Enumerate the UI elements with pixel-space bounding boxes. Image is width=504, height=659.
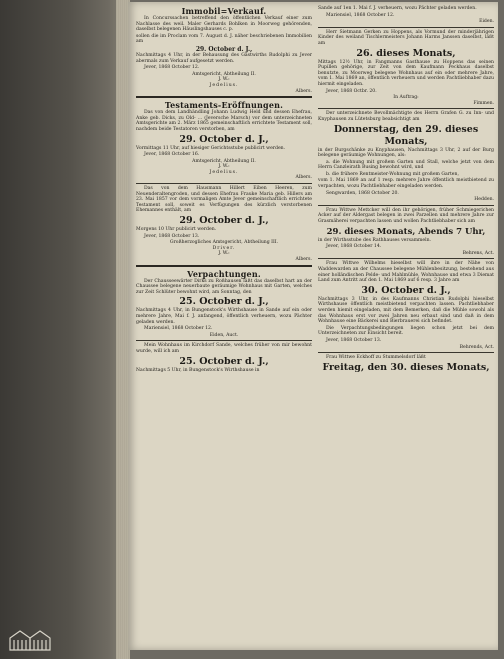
sande-body: Sande auf 1en 1. Mai f. J. verheuern, wozu Pächter geladen werden. <box>318 6 477 11</box>
cover-date: 26. dieses Monats, <box>356 47 456 59</box>
graf-item: b. die frühere Rentmeister-Wohnung mit großem Garten, <box>326 171 459 177</box>
immobil-court: Amtsgericht, Abtheilung II. <box>192 71 256 77</box>
testament-place: Jever, 1868 October 16. <box>144 152 200 158</box>
eckhoff-date: Freitag, den 30. dieses Monats, <box>322 361 490 373</box>
immobil-date: 29. October d. J., <box>195 45 253 53</box>
testament-sig: Jedelius. <box>209 169 239 175</box>
testament2-sig: J. W.: <box>218 251 230 257</box>
graf-item: a. die Wohnung mit großem Garten und Stall, welche jetzt von dem Herrn Canzleirath Busing bewohnt wird, und <box>318 159 494 171</box>
eckhoff-body: Frau Wittwe Eckhoff zu Stummelsdorf läßt <box>326 355 426 361</box>
immobil-sig: J. W.: <box>218 77 230 83</box>
witwe-body: in der Wirthsstube des Rathhauses versammeln. <box>318 237 432 243</box>
witwe-place: Jever, 1868 October 14. <box>326 244 382 250</box>
mein-body: Mein Wohnhaus im Kirchdorf Sande, welches früher von mir bewohnt wurde, will ich am <box>136 343 312 354</box>
sande-place: Mariensiel, 1868 October 12. <box>326 12 395 18</box>
divider <box>136 96 312 98</box>
witwe-auctioneer: Behrens, Act. <box>462 250 494 256</box>
testament2-auctioneer: Albers. <box>295 257 312 262</box>
graf-date: Donnerstag, den 29. dieses Monats, <box>333 123 479 147</box>
verpacht-body: Der Chausseewärter Dirks zu Roßhausen läßt das daselbst hart an der Chaussee belegene neuerbaute geräumige Wohnhaus mit Garten, welches zur Zeit Schlüter bewohnt wird, am Sonntag, den <box>136 278 312 295</box>
testament-title: Testaments-Eröffnungen. <box>164 100 284 111</box>
graf-body: in der Burgschänke zu Knyphausen, Nachmittags 3 Uhr, 2 auf der Burg belegene geräumige Wohnungen, als: <box>318 147 494 159</box>
divider <box>318 108 494 109</box>
divider <box>318 205 494 206</box>
immobil-body: sollen die im Proclam vom 7. August d. J. näher beschriebenen Immobilien am <box>136 33 312 45</box>
immobil-body: In Concurssachen betreffend den öffentlichen Verkauf einer zum Nachlasse des weil. Maler Gerhards Bohlken in Moorweg gehörenden, daselbst belegenen Häuslingshauses c. p. <box>136 16 312 33</box>
graf-place: Sengwarden, 1868 October 20. <box>326 190 399 196</box>
testament2-court: Großherzogliches Amtsgericht, Abtheilung III. <box>169 240 279 246</box>
divider <box>136 340 312 341</box>
cover-auctioneer: Fimmen. <box>473 100 494 106</box>
book-spine <box>0 0 128 659</box>
divider <box>136 183 312 184</box>
testament2-place: Jever, 1868 October 13. <box>144 233 200 239</box>
testament-court: Amtsgericht, Abtheilung II. <box>192 158 256 164</box>
testament-body: Vormittags 11 Uhr, auf hiesiger Gerichtsstube publicirt werden. <box>136 145 286 151</box>
library-logo-icon <box>8 628 52 652</box>
cover-body: Mittags 12½ Uhr, in Fangmanns Gasthause zu Hoppens das seinen Pupillen gehörige, zur Zeit von dem Kaufmann Peckhaus daselbst benutzte, zu Moorweg belegene Wohnhaus auf ein oder mehrere Jahre, vom 1. Mai 1869 an, öffentlich verheuern und werden Pachtliebhaber dazu hiermit eingeladen. <box>318 59 494 87</box>
rein-date: 30. October d. J., <box>361 284 451 296</box>
mein-body: Nachmittags 5 Uhr, in Bungenstock's Wirthshause in <box>136 367 260 373</box>
testament2-body: Morgens 10 Uhr publicirt werden. <box>136 227 217 233</box>
testament-body: Das von dem Landhändling Johann Ludwig Held und dessen Ehefrau, Anke geb. Dicks, zu Old- ... (Jeversche Marsch) vor dem unterzeichneten Amtsgerichte am 2. März 1865 gemeinschaftlich errichtete Testament soll, nachdem beide Testatoren verstorben, am <box>136 110 312 132</box>
cover-auftrag: In Auftrag: <box>393 95 419 101</box>
right-column <box>318 6 494 374</box>
verpachtungen-title: Verpachtungen. <box>187 268 261 279</box>
divider <box>136 265 312 267</box>
mein-date: 25. October d. J., <box>179 355 269 367</box>
witwe-body: Frau Wittwe Mettcker will den ihr gehörigen, früher Schmiegerichen Acker auf der Aldergast belegen in zwei Parzellen und mehrere Jahre zur Grasmäherei verpachten lassen und wollen Pachtliebhaber sich am <box>318 207 494 225</box>
immobil-title: Immobil=Verkauf. <box>181 6 267 16</box>
rein-body: Frau Wittwe Wilhelms hieselbst will ihre in der Nähe von Waddewarden an der Chaussee belegene Mühlenbesitzung, bestehend aus einer holländischen Pelde- und Mahlmühle, Wohnhause und etwa 3 Diemat Land zum Antritt auf den 1. Mai 1869 auf 6 resp. 3 Jahre am <box>318 261 494 284</box>
immobil-body: Nachmittags 4 Uhr, in der Behausung des Gastwirths Rudolphi zu Jever abermals zum Verkauf aufgesetzt werden. <box>136 52 312 64</box>
testament2-sig: Driver. <box>212 245 236 251</box>
testament-auctioneer: Albers. <box>295 175 312 181</box>
left-column <box>136 6 312 374</box>
rein-auctioneer: Behrends, Act. <box>459 344 494 350</box>
sande-auctioneer: Eiden. <box>479 19 494 25</box>
immobil-sig: Jedelius. <box>209 82 239 88</box>
verpacht-place: Mariensiel, 1868 October 12. <box>144 326 213 332</box>
graf-body: Der unterzeichnete Bevollmächtigte des Herrn Grafen G. zu Inn- und Knyphausen zu Lütetsburg beabsichtigt am <box>318 111 494 122</box>
newspaper-sheet <box>128 2 498 650</box>
witwe-date: 29. dieses Monats, Abends 7 Uhr, <box>326 226 486 237</box>
rein-place: Jever, 1868 October 13. <box>326 337 382 343</box>
rein-body: Die Verpachtungsbedingungen liegen schon jetzt bei dem Unterzeichneten zur Einsicht bereit. <box>318 325 494 337</box>
testament-sig: J. W.: <box>218 164 230 170</box>
verpacht-date: 25. October d. J., <box>179 296 269 308</box>
immobil-auctioneer: Albers. <box>295 88 312 94</box>
cover-body: Herr Sietmann Gerken zu Hoppens, als Vormund der minderjährigen Kinder des weiland Tischlermeisters Johann Harms Janssen daselbst, läßt am <box>318 29 494 46</box>
testament2-date: 29. October d. J., <box>179 215 269 227</box>
divider <box>318 27 494 28</box>
rein-body: Nachmittags 3 Uhr, in des Kaufmanns Christian Rudolphi hieselbst Wirthshause öffentlich meistbietend verpachten lassen. Pachtliebhaber werden hiemit eingeladen, mit dem Bemerken, daß die Mühle sowohl als das Wohnhaus erst vor zwei Jahren neu erbaut sind und daß in dem Wohnhause eine Bäckerei und Bierbrauerei sich befindet. <box>318 296 494 325</box>
testament-date: 29. October d. J., <box>179 133 269 145</box>
verpacht-body: Nachmittags 4 Uhr, in Bungenstock's Wirthshause in Sande auf ein oder mehrere Jahre, Mai f. J. anfangend, öffentlich verheuern, wozu Pächter geladen werden. <box>136 308 312 325</box>
verpacht-auctioneer: Eiden, Auct. <box>209 332 239 338</box>
divider <box>318 258 494 259</box>
immobil-place: Jever, 1868 October 12. <box>144 65 200 71</box>
testament2-body: Das von dem Hausmann Hillert Eiben Heeren, zum Neuenderaltengroden, und dessen Ehefrau Frauke Maria geb. Hillers am 23. Mai 1857 vor dem vormaligen Amte Jever gemeinschaftlich errichtete Testament soll, soweit es Verfügungen des kürzlich verstorbenen Ehemannes enthält, am <box>136 186 312 214</box>
cover-place: Jever, 1868 Octbr. 20. <box>326 88 377 94</box>
graf-body: vom 1. Mai 1869 an auf 1 resp. mehrere Jahre öffentlich meistbietend zu verpachten, wozu Pachtliebhaber eingeladen werden. <box>318 178 494 190</box>
graf-auctioneer: Hedden. <box>474 197 494 203</box>
divider <box>318 352 494 353</box>
